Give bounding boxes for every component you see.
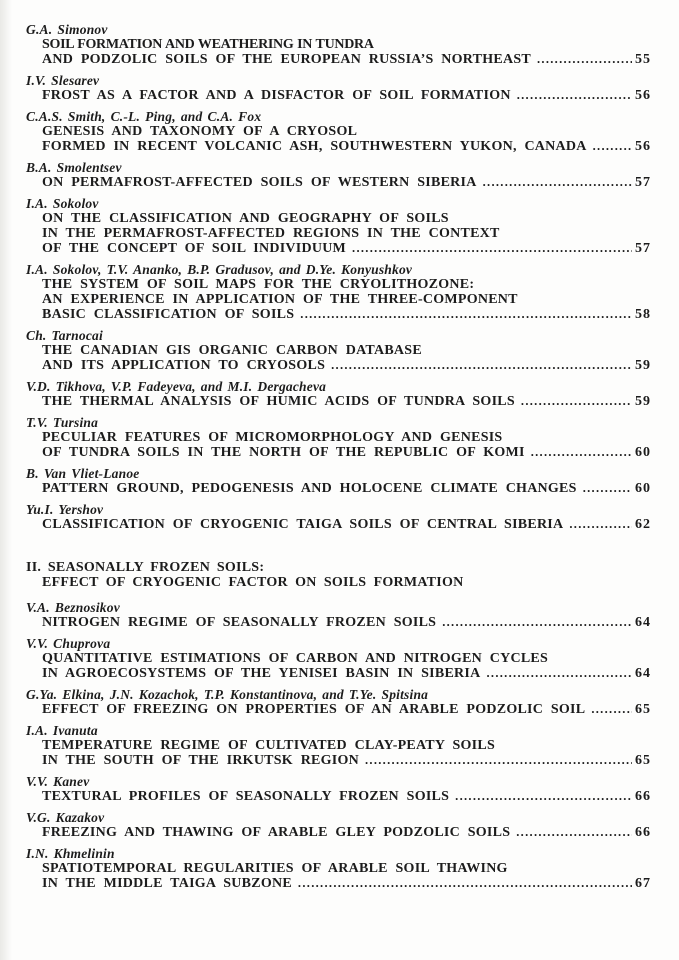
toc-entry-title-final-line bbox=[26, 394, 651, 409]
page-number: 57 bbox=[635, 241, 651, 256]
toc-entry-title-text: TEXTURAL PROFILES OF SEASONALLY FROZEN SOILS bbox=[42, 789, 450, 804]
page-number: 60 bbox=[635, 481, 651, 496]
toc-entry-title-line: PECULIAR FEATURES OF MICROMORPHOLOGY AND GENESIS bbox=[42, 430, 503, 445]
page-number: 64 bbox=[635, 666, 651, 681]
page-number: 62 bbox=[635, 517, 651, 532]
dot-leader bbox=[583, 481, 632, 496]
toc-entry-title-line: GENESIS AND TAXONOMY OF A CRYOSOL bbox=[42, 124, 358, 139]
toc-entry-title-text: IN THE SOUTH OF THE IRKUTSK REGION bbox=[42, 753, 359, 768]
toc-entry bbox=[26, 600, 651, 630]
toc-entry-title-final-line bbox=[26, 52, 651, 67]
toc-entry-title-text: EFFECT OF FREEZING ON PROPERTIES OF AN ARABLE PODZOLIC SOIL bbox=[42, 702, 586, 717]
toc-entry-title-final-line bbox=[26, 753, 651, 768]
dot-leader bbox=[591, 702, 632, 717]
dot-leader bbox=[537, 52, 632, 67]
toc-entry bbox=[26, 723, 651, 768]
toc-entry-title-text: FORMED IN RECENT VOLCANIC ASH, SOUTHWESTERN YUKON, CANADA bbox=[42, 139, 587, 154]
toc-entry-author: T.V. Tursina bbox=[26, 415, 99, 430]
toc-entry-title-text: OF THE CONCEPT OF SOIL INDIVIDUUM bbox=[42, 241, 347, 256]
dot-leader bbox=[442, 615, 632, 630]
toc-entry-title-text: OF TUNDRA SOILS IN THE NORTH OF THE REPUBLIC OF KOMI bbox=[42, 445, 525, 460]
toc-entry bbox=[26, 73, 651, 103]
toc-entry-author: V.V. Chuprova bbox=[26, 636, 111, 651]
toc-entry-author: V.G. Kazakov bbox=[26, 810, 105, 825]
toc-entry bbox=[26, 687, 651, 717]
toc-entry-title-final-line bbox=[26, 307, 651, 322]
toc-entry-title-final-line bbox=[26, 481, 651, 496]
dot-leader bbox=[486, 666, 632, 681]
toc-entry-title-line: SOIL FORMATION AND WEATHERING IN TUNDRA bbox=[42, 37, 374, 52]
toc-entry-title-final-line bbox=[26, 702, 651, 717]
page-number: 67 bbox=[635, 876, 651, 891]
page-number: 59 bbox=[635, 394, 651, 409]
toc-entry-author: V.D. Tikhova, V.P. Fadeyeva, and M.I. Dergacheva bbox=[26, 379, 327, 394]
section-heading bbox=[26, 560, 651, 590]
toc-entry bbox=[26, 636, 651, 681]
page-number: 59 bbox=[635, 358, 651, 373]
toc-entry bbox=[26, 774, 651, 804]
dot-leader bbox=[517, 88, 632, 103]
toc-entry-title-line: ON THE CLASSIFICATION AND GEOGRAPHY OF SOILS bbox=[42, 211, 449, 226]
toc-entry-title-line: AN EXPERIENCE IN APPLICATION OF THE THREE-COMPONENT bbox=[42, 292, 518, 307]
dot-leader bbox=[300, 307, 632, 322]
page-number: 56 bbox=[635, 139, 651, 154]
page-number: 66 bbox=[635, 789, 651, 804]
page-number: 58 bbox=[635, 307, 651, 322]
toc-entry-title-final-line bbox=[26, 789, 651, 804]
dot-leader bbox=[483, 175, 632, 190]
toc-entry-author: G.Ya. Elkina, J.N. Kozachok, T.P. Konstantinova, and T.Ye. Spitsina bbox=[26, 687, 429, 702]
toc-entry-title-line: TEMPERATURE REGIME OF CULTIVATED CLAY-PEATY SOILS bbox=[42, 738, 495, 753]
toc-entry-author: B. Van Vliet-Lanoe bbox=[26, 466, 140, 481]
toc-entry-author: I.N. Khmelinin bbox=[26, 846, 115, 861]
toc-entry-title-text: PATTERN GROUND, PEDOGENESIS AND HOLOCENE CLIMATE CHANGES bbox=[42, 481, 577, 496]
toc-entry-title-final-line bbox=[26, 666, 651, 681]
toc-entry-title-line: THE SYSTEM OF SOIL MAPS FOR THE CRYOLITHOZONE: bbox=[42, 277, 475, 292]
toc-entry bbox=[26, 22, 651, 67]
toc-entry-author: I.A. Ivanuta bbox=[26, 723, 98, 738]
dot-leader bbox=[365, 753, 632, 768]
toc-entry-title-text: ON PERMAFROST-AFFECTED SOILS OF WESTERN SIBERIA bbox=[42, 175, 477, 190]
page-number: 55 bbox=[635, 52, 651, 67]
toc-entry bbox=[26, 109, 651, 154]
toc-entry-title-final-line bbox=[26, 241, 651, 256]
toc-entry-title-final-line bbox=[26, 445, 651, 460]
toc-entry-author: Ch. Tarnocai bbox=[26, 328, 103, 343]
toc-entry-title-text: FROST AS A FACTOR AND A DISFACTOR OF SOIL FORMATION bbox=[42, 88, 511, 103]
toc-entry-title-text: NITROGEN REGIME OF SEASONALLY FROZEN SOILS bbox=[42, 615, 437, 630]
toc-entry bbox=[26, 415, 651, 460]
toc-entry-title-line: SPATIOTEMPORAL REGULARITIES OF ARABLE SOIL THAWING bbox=[42, 861, 508, 876]
toc-entry-title-text: FREEZING AND THAWING OF ARABLE GLEY PODZOLIC SOILS bbox=[42, 825, 511, 840]
page-number: 66 bbox=[635, 825, 651, 840]
page-number: 64 bbox=[635, 615, 651, 630]
dot-leader bbox=[521, 394, 632, 409]
dot-leader bbox=[455, 789, 632, 804]
toc-entry bbox=[26, 328, 651, 373]
toc-entry-author: I.A. Sokolov bbox=[26, 196, 99, 211]
toc-entry-title-text: CLASSIFICATION OF CRYOGENIC TAIGA SOILS OF CENTRAL SIBERIA bbox=[42, 517, 564, 532]
toc-entry bbox=[26, 502, 651, 532]
toc-entry bbox=[26, 262, 651, 322]
toc-entry-author: G.A. Simonov bbox=[26, 22, 108, 37]
toc-entry-author: B.A. Smolentsev bbox=[26, 160, 122, 175]
toc-entry-title-text: IN THE MIDDLE TAIGA SUBZONE bbox=[42, 876, 292, 891]
page-number: 57 bbox=[635, 175, 651, 190]
toc-entry-title-text: AND PODZOLIC SOILS OF THE EUROPEAN RUSSIA’S NORTHEAST bbox=[42, 52, 531, 67]
dot-leader bbox=[531, 445, 632, 460]
toc-entry-title-final-line bbox=[26, 175, 651, 190]
toc-entry-title-final-line bbox=[26, 825, 651, 840]
section-heading-line: EFFECT OF CRYOGENIC FACTOR ON SOILS FORMATION bbox=[42, 575, 464, 590]
toc-entry-title-final-line bbox=[26, 139, 651, 154]
toc-entry-title-text: AND ITS APPLICATION TO CRYOSOLS bbox=[42, 358, 326, 373]
toc-entry-title-text: IN AGROECOSYSTEMS OF THE YENISEI BASIN IN SIBERIA bbox=[42, 666, 481, 681]
toc-entry-title-final-line bbox=[26, 88, 651, 103]
toc-entry-author: I.A. Sokolov, T.V. Ananko, B.P. Gradusov, and D.Ye. Konyushkov bbox=[26, 262, 413, 277]
page-number: 60 bbox=[635, 445, 651, 460]
toc-entry-author: V.A. Beznosikov bbox=[26, 600, 120, 615]
section-heading-line: II. SEASONALLY FROZEN SOILS: bbox=[26, 560, 265, 575]
toc-entry-author: C.A.S. Smith, C.-L. Ping, and C.A. Fox bbox=[26, 109, 262, 124]
dot-leader bbox=[331, 358, 632, 373]
toc-entry-title-final-line bbox=[26, 615, 651, 630]
toc-entry bbox=[26, 810, 651, 840]
dot-leader bbox=[352, 241, 632, 256]
toc-entry-title-final-line bbox=[26, 876, 651, 891]
toc-entry-title-final-line bbox=[26, 358, 651, 373]
toc-entry-author: Yu.I. Yershov bbox=[26, 502, 104, 517]
toc-entry-author: I.V. Slesarev bbox=[26, 73, 100, 88]
toc-entry-title-line: IN THE PERMAFROST-AFFECTED REGIONS IN THE CONTEXT bbox=[42, 226, 500, 241]
dot-leader bbox=[298, 876, 632, 891]
page-number: 56 bbox=[635, 88, 651, 103]
dot-leader bbox=[593, 139, 632, 154]
toc-entry bbox=[26, 846, 651, 891]
page-number: 65 bbox=[635, 702, 651, 717]
toc-entry-title-text: THE THERMAL ANALYSIS OF HUMIC ACIDS OF TUNDRA SOILS bbox=[42, 394, 515, 409]
toc-entry-title-line: QUANTITATIVE ESTIMATIONS OF CARBON AND NITROGEN CYCLES bbox=[42, 651, 549, 666]
toc-entry bbox=[26, 379, 651, 409]
toc-entry-title-line: THE CANADIAN GIS ORGANIC CARBON DATABASE bbox=[42, 343, 422, 358]
toc-entry bbox=[26, 196, 651, 256]
toc-entry bbox=[26, 160, 651, 190]
dot-leader bbox=[516, 825, 632, 840]
toc-entry bbox=[26, 466, 651, 496]
toc-entry-title-final-line bbox=[26, 517, 651, 532]
dot-leader bbox=[569, 517, 632, 532]
toc-entry-title-text: BASIC CLASSIFICATION OF SOILS bbox=[42, 307, 295, 322]
toc-entry-author: V.V. Kanev bbox=[26, 774, 90, 789]
page-number: 65 bbox=[635, 753, 651, 768]
